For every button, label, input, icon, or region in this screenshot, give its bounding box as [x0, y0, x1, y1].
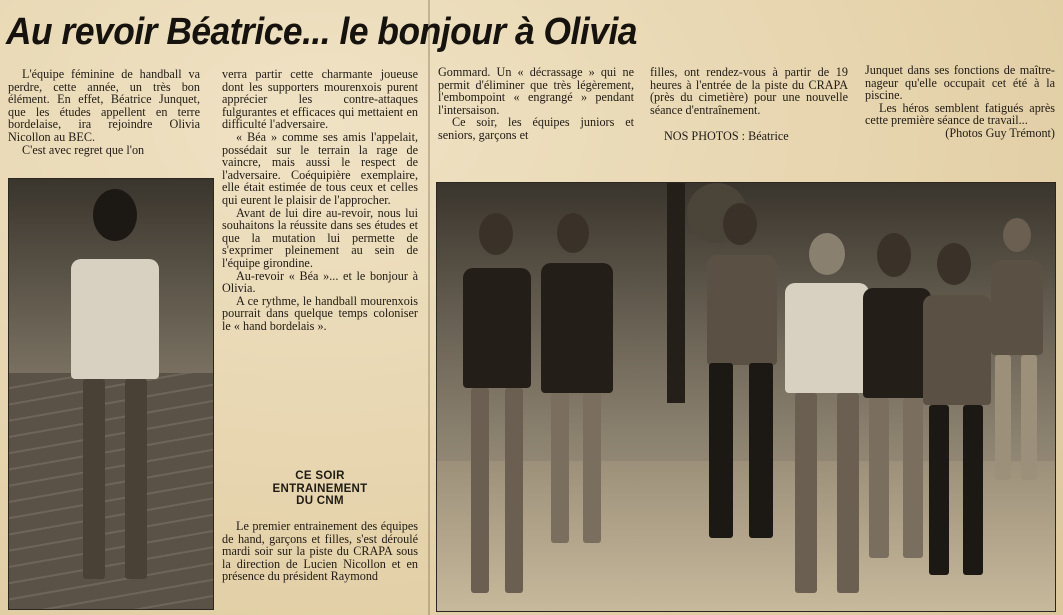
article-column-3	[438, 66, 634, 142]
article-column-5	[865, 64, 1055, 140]
subheading	[222, 470, 418, 508]
paper-fold	[428, 0, 430, 615]
photo-credit: (Photos Guy Trémont)	[945, 125, 1055, 140]
article-column-2-bottom	[222, 520, 418, 583]
paragraph: C'est avec regret que l'on	[22, 142, 145, 157]
photos-caption-label: NOS PHOTOS : Béatrice	[664, 129, 789, 144]
woman-figure	[49, 189, 179, 609]
photo-team-group	[436, 182, 1056, 612]
tree-trunk	[667, 183, 685, 403]
paragraph: Les héros semblent fatigués après cette première séance de travail...	[865, 100, 1055, 128]
paragraph: Avant de lui dire au-revoir, nous lui souhaitons la réussite dans ses études et que la mutation lui permette de s'exprimer pleinement au sein de l'équipe girondine.	[222, 205, 418, 270]
paragraph: Gommard. Un « décrassage » qui ne permit d'éliminer que très légèrement, l'embompoint « engrangé » pendant l'intersaison.	[438, 65, 634, 117]
paragraph: Le premier entrainement des équipes de hand, garçons et filles, s'est déroulé mardi soir sur la piste du CRAPA sous la direction de Lucien Nicollon et en présence du président Raymond	[222, 519, 418, 584]
player-figure	[457, 213, 537, 603]
subheading-line: CE SOIR	[295, 470, 345, 482]
paragraph: L'équipe féminine de handball va perdre, cette année, un très bon élément. En effet, Béatrice Junquet, que les études appellent en terre bordelaise, ira rejoindre Olivia Nicollon au BEC.	[8, 67, 200, 144]
subheading-line: ENTRAINEMENT	[272, 482, 368, 495]
article-column-2	[222, 68, 418, 332]
player-figure	[917, 243, 997, 583]
article-column-4	[650, 66, 848, 143]
paragraph: verra partir cette charmante joueuse dont les supporters mourenxois purent apprécier les contre-attaques fulgurantes et efficaces qui mettaient en difficulté l'adversaire.	[222, 67, 418, 132]
photo-beatrice	[8, 178, 214, 610]
player-figure	[537, 213, 617, 543]
article-column-1	[8, 68, 200, 156]
paragraph: Junquet dans ses fonctions de maître-nageur qu'elle occupait cet été à la piscine.	[865, 63, 1055, 103]
paragraph: filles, ont rendez-vous à partir de 19 heures à l'entrée de la piste du CRAPA (près du cimetière) pour une nouvelle séance d'entraînement.	[650, 65, 848, 117]
paragraph: Au-revoir « Béa »... et le bonjour à Olivia.	[222, 268, 418, 296]
paragraph: Ce soir, les équipes juniors et seniors, garçons et	[438, 115, 634, 142]
subheading-line: DU CNM	[296, 495, 344, 507]
paragraph: A ce rythme, le handball mourenxois pourrait dans quelque temps coloniser le « hand bordelais ».	[222, 293, 418, 333]
player-figure	[987, 218, 1047, 488]
headline: Au revoir Béatrice... le bonjour à Olivia	[6, 11, 638, 53]
paragraph: « Béa » comme ses amis l'appelait, possédait sur le terrain la rage de vaincre, mais aussi le respect de l'adversaire. Coéquipière exemplaire, elle était estimée de tous ceux et celles qui eurent le plaisir de l'approcher.	[222, 129, 418, 207]
player-figure	[697, 203, 787, 543]
